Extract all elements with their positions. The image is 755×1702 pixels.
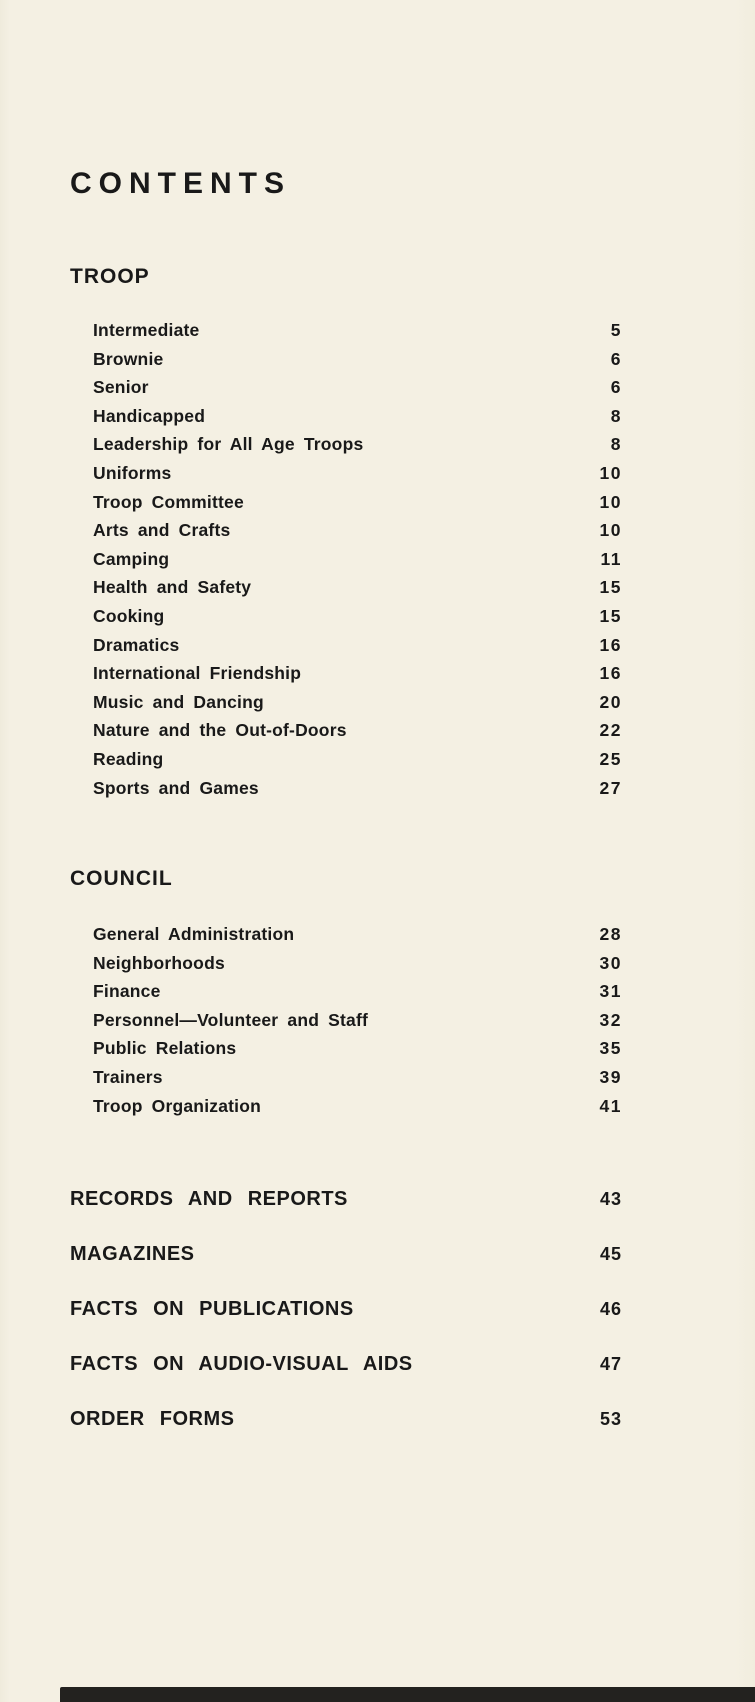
toc-top-entry [70, 1296, 622, 1322]
toc-entry-page-number: 46 [599, 1299, 622, 1320]
section-heading-council: COUNCIL [70, 867, 173, 891]
toc-entry [93, 430, 622, 459]
toc-entry [93, 345, 622, 374]
toc-entry-page-number: 16 [599, 663, 622, 684]
page-title: CONTENTS [70, 167, 291, 200]
scan-edge-artifact [60, 1687, 755, 1702]
section-heading-troop: TROOP [70, 265, 150, 288]
toc-entry-label: RECORDS AND REPORTS [70, 1188, 348, 1211]
toc-top-entry [70, 1186, 622, 1212]
toc-top-entry [70, 1406, 622, 1432]
toc-entry-page-number: 30 [599, 952, 622, 973]
toc-entry [93, 688, 622, 717]
toc-entry-label: Camping [93, 548, 170, 569]
toc-top-entry [70, 1241, 622, 1267]
toc-entry-page-number: 11 [600, 548, 622, 569]
toc-entry-label: MAGAZINES [70, 1243, 195, 1266]
toc-entry-page-number: 15 [599, 605, 622, 626]
toc-entry [93, 1092, 622, 1121]
toc-entry [93, 631, 622, 660]
toc-entry-page-number: 31 [599, 981, 622, 1002]
toc-entry-page-number: 22 [599, 720, 622, 741]
toc-entry-label: General Administration [93, 924, 295, 945]
toc-entry-page-number: 10 [599, 491, 622, 512]
toc-entry [93, 602, 622, 631]
toc-entry-page-number: 43 [599, 1189, 622, 1210]
toc-list-troop [70, 316, 622, 802]
toc-entry-page-number: 45 [599, 1244, 622, 1265]
toc-entry [93, 920, 622, 949]
toc-entry-label: FACTS ON PUBLICATIONS [70, 1298, 354, 1321]
toc-entry-label: Handicapped [93, 405, 206, 426]
toc-entry-page-number: 47 [599, 1354, 622, 1375]
toc-entry-page-number: 41 [599, 1095, 622, 1116]
toc-entry [93, 373, 622, 402]
toc-entry [93, 545, 622, 574]
toc-entry-label: Arts and Crafts [93, 520, 231, 541]
toc-entry-page-number: 16 [599, 634, 622, 655]
toc-entry-page-number: 39 [599, 1067, 622, 1088]
toc-entry-label: ORDER FORMS [70, 1408, 235, 1431]
toc-entry-label: Public Relations [93, 1038, 237, 1059]
toc-entry-label: Reading [93, 748, 164, 769]
toc-entry-page-number: 28 [599, 924, 622, 945]
toc-entry [93, 402, 622, 431]
toc-entry-label: Health and Safety [93, 577, 252, 598]
toc-list-council [70, 920, 622, 1120]
toc-entry [93, 745, 622, 774]
toc-entry [93, 977, 622, 1006]
toc-entry-label: Troop Organization [93, 1095, 262, 1116]
section-council [70, 866, 755, 1120]
toc-entry-page-number: 6 [610, 377, 622, 398]
toc-entry-page-number: 35 [599, 1038, 622, 1059]
toc-entry [93, 1006, 622, 1035]
toc-entry-label: Music and Dancing [93, 691, 264, 712]
toc-entry-page-number: 10 [599, 520, 622, 541]
toc-entry-page-number: 25 [599, 748, 622, 769]
toc-entry-page-number: 10 [599, 462, 622, 483]
toc-entry [93, 573, 622, 602]
toc-entry [93, 316, 622, 345]
toc-entry-label: Cooking [93, 605, 165, 626]
toc-entry [93, 659, 622, 688]
toc-entry [93, 949, 622, 978]
top-level-entries [70, 1186, 622, 1432]
toc-entry-label: Neighborhoods [93, 952, 225, 973]
toc-entry-label: Sports and Games [93, 777, 259, 798]
toc-entry-page-number: 15 [599, 577, 622, 598]
toc-entry [93, 716, 622, 745]
toc-entry-label: Finance [93, 981, 161, 1002]
toc-entry-page-number: 5 [610, 320, 622, 340]
toc-entry-label: Nature and the Out-of-Doors [93, 720, 347, 741]
toc-entry-page-number: 8 [610, 405, 622, 426]
toc-entry-page-number: 32 [599, 1009, 622, 1030]
toc-entry-label: Leadership for All Age Troops [93, 434, 364, 455]
toc-entry-label: International Friendship [93, 663, 302, 684]
toc-entry-label: Senior [93, 377, 149, 398]
toc-entry-label: Brownie [93, 348, 164, 369]
toc-entry-page-number: 20 [599, 691, 622, 712]
toc-entry [93, 516, 622, 545]
toc-entry-label: Personnel—Volunteer and Staff [93, 1009, 369, 1030]
toc-entry-label: Intermediate [93, 320, 200, 340]
section-troop [70, 264, 755, 802]
toc-entry-page-number: 27 [599, 777, 622, 798]
toc-entry-page-number: 53 [599, 1409, 622, 1430]
toc-entry-label: Trainers [93, 1067, 163, 1088]
toc-entry-label: FACTS ON AUDIO-VISUAL AIDS [70, 1353, 413, 1376]
toc-entry [93, 1034, 622, 1063]
toc-entry-page-number: 6 [610, 348, 622, 369]
toc-entry [93, 459, 622, 488]
toc-entry-label: Troop Committee [93, 491, 244, 512]
toc-entry-label: Uniforms [93, 462, 172, 483]
toc-entry [93, 1063, 622, 1092]
toc-entry-label: Dramatics [93, 634, 180, 655]
toc-entry [93, 774, 622, 803]
toc-entry [93, 488, 622, 517]
toc-entry-page-number: 8 [610, 434, 622, 455]
toc-top-entry [70, 1351, 622, 1377]
